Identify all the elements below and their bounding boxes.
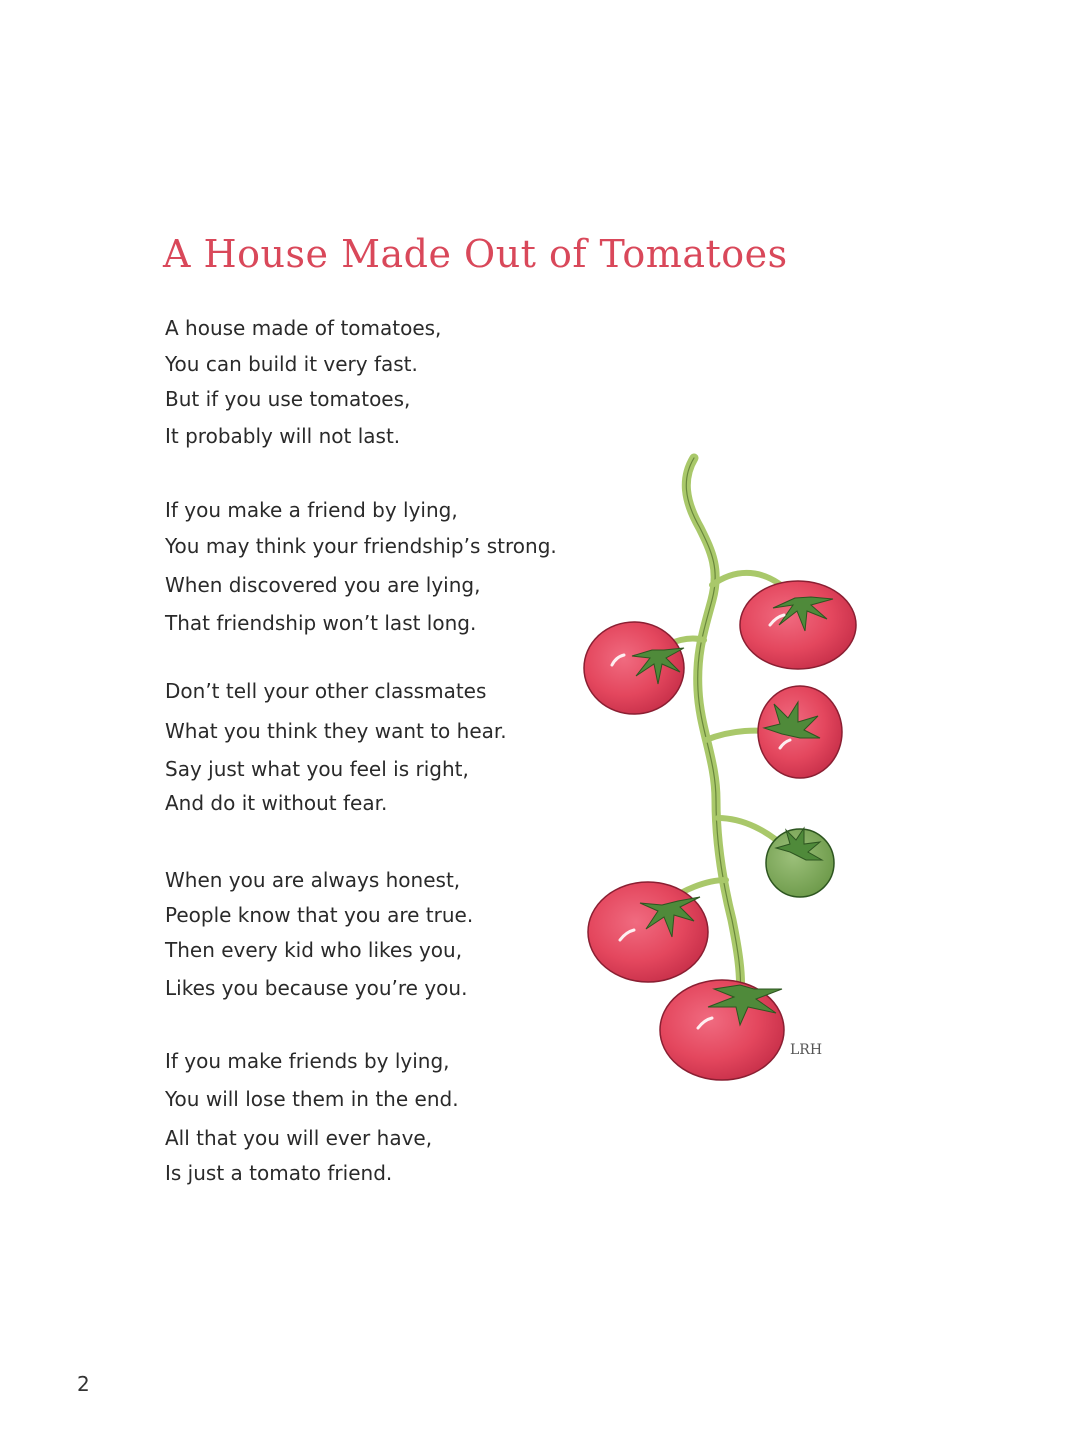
poem-line: Say just what you feel is right, (165, 757, 469, 781)
tomato-vine-illustration (570, 450, 880, 1090)
poem-line: When you are always honest, (165, 868, 461, 892)
poem-line: You may think your friendship’s strong. (165, 534, 557, 558)
poem-line: People know that you are true. (165, 903, 474, 927)
tomato (766, 828, 834, 897)
poem-line: You will lose them in the end. (165, 1087, 459, 1111)
poem-line: It probably will not last. (165, 424, 401, 448)
poem-line: And do it without fear. (165, 791, 388, 815)
poem-line: But if you use tomatoes, (165, 387, 411, 411)
tomato (758, 686, 842, 778)
poem-line: Then every kid who likes you, (165, 938, 463, 962)
poem-line: If you make friends by lying, (165, 1049, 450, 1073)
poem-line: What you think they want to hear. (165, 719, 507, 743)
page-number: 2 (77, 1372, 90, 1396)
tomato (660, 980, 784, 1080)
poem-line: Don’t tell your other classmates (165, 679, 487, 703)
poem-line: All that you will ever have, (165, 1126, 433, 1150)
poem-line: That friendship won’t last long. (165, 611, 477, 635)
poem-title: A House Made Out of Tomatoes (163, 232, 788, 276)
tomato (740, 581, 856, 669)
tomato (588, 882, 708, 982)
poem-line: You can build it very fast. (165, 352, 418, 376)
poem-line: Is just a tomato friend. (165, 1161, 393, 1185)
poem-line: When discovered you are lying, (165, 573, 481, 597)
tomato (584, 622, 684, 714)
poem-line: If you make a friend by lying, (165, 498, 458, 522)
poem-line: Likes you because you’re you. (165, 976, 468, 1000)
artist-signature: LRH (790, 1042, 823, 1058)
poem-line: A house made of tomatoes, (165, 316, 442, 340)
